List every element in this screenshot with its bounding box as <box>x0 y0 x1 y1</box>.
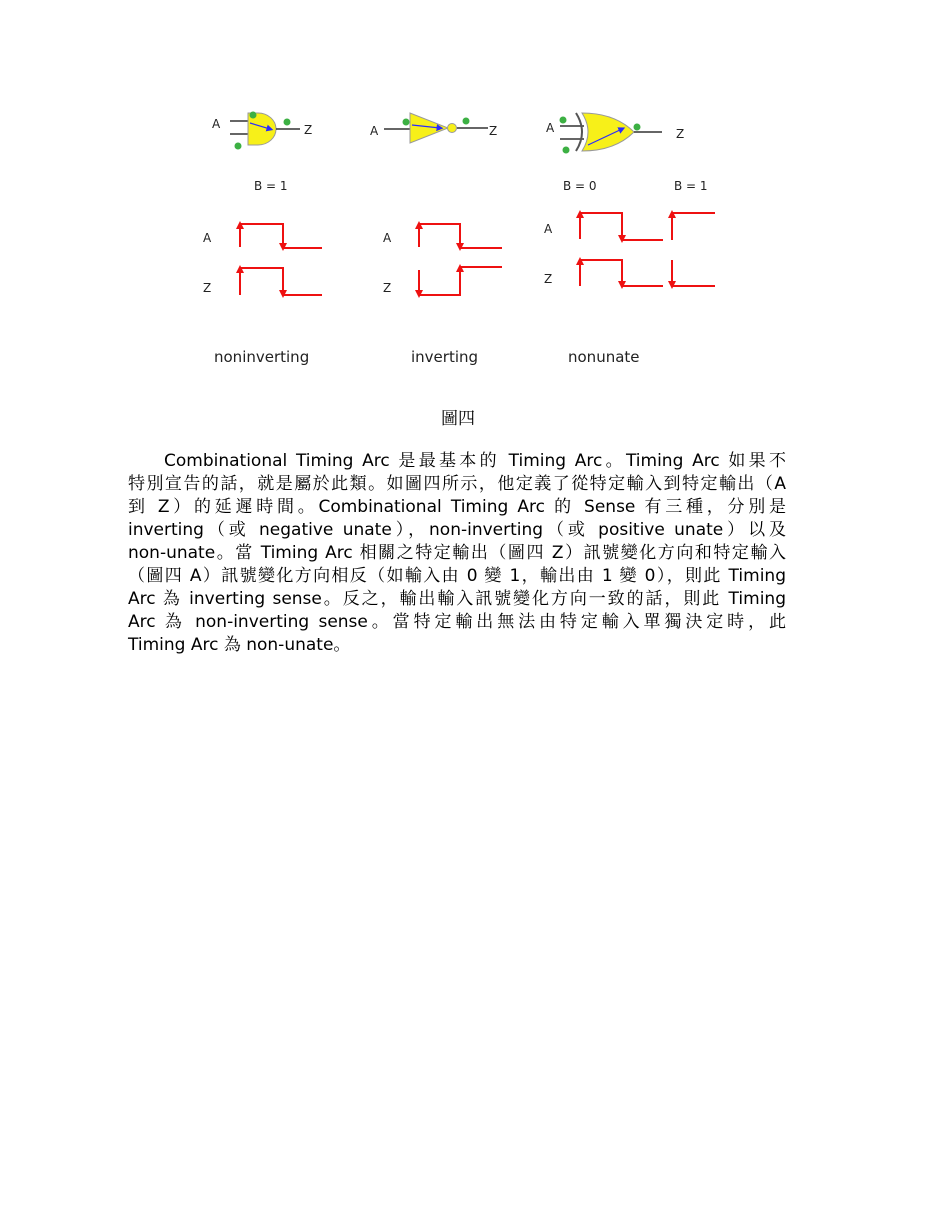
and-gate-group <box>212 112 312 194</box>
figure-svg <box>190 95 750 380</box>
xor-gate-group <box>546 113 708 193</box>
and-gate-input-label: A <box>212 117 221 131</box>
not-bubble-icon <box>448 124 457 133</box>
nonunate-z-label: Z <box>544 272 553 286</box>
caption-inverting: inverting <box>411 348 479 366</box>
xor-node-b-icon <box>563 147 570 154</box>
xor-gate-output-label: Z <box>676 127 685 141</box>
xor-gate-icon <box>582 113 634 151</box>
nonunate-waveforms <box>580 213 715 286</box>
and-node-b-icon <box>235 143 242 150</box>
and-gate-output-label: Z <box>304 123 313 137</box>
xor-back-curve <box>576 113 582 151</box>
and-gate-condition: B = 1 <box>254 179 288 193</box>
nonunate-a-label: A <box>544 222 553 236</box>
paragraph-line: inverting（或 negative unate），non-inverting（或 positive unate）以及 <box>128 520 786 540</box>
xor-gate-input-label: A <box>546 121 555 135</box>
inv-a-label: A <box>383 231 392 245</box>
nonunate-a-wave-2 <box>672 213 715 240</box>
and-node-a-icon <box>250 112 257 119</box>
xor-node-a-icon <box>560 117 567 124</box>
nonunate-z-wave-2 <box>672 260 715 286</box>
inverting-waveforms <box>419 224 502 295</box>
paragraph-line: Arc 為 non-inverting sense。當特定輸出無法由特定輸入單獨決定時，此 <box>128 612 786 632</box>
noninverting-waveforms <box>240 224 322 295</box>
not-gate-input-label: A <box>370 124 379 138</box>
paragraph-line: Timing Arc 為 non-unate。 <box>128 635 351 655</box>
xor-condition-right: B = 1 <box>674 179 708 193</box>
body-paragraph <box>128 450 786 657</box>
xor-condition-left: B = 0 <box>563 179 597 193</box>
paragraph-line: 到 Z）的延遲時間。Combinational Timing Arc 的 Sense 有三種，分別是 <box>128 497 786 517</box>
not-node-z-icon <box>463 118 470 125</box>
paragraph-line: Combinational Timing Arc 是最基本的 Timing Arc。Timing Arc 如果不 <box>164 451 786 471</box>
not-gate-group <box>370 113 497 143</box>
caption-noninverting: noninverting <box>214 348 310 366</box>
not-gate-output-label: Z <box>489 124 498 138</box>
paragraph-line: （圖四 A）訊號變化方向相反（如輸入由 0 變 1，輸出由 1 變 0），則此 Timing <box>128 566 786 586</box>
caption-nonunate: nonunate <box>568 348 640 366</box>
figure-caption: 圖四 <box>441 409 475 429</box>
not-node-a-icon <box>403 119 410 126</box>
noninv-a-label: A <box>203 231 212 245</box>
noninv-a-wave <box>240 224 322 248</box>
paragraph-line: non-unate。當 Timing Arc 相關之特定輸出（圖四 Z）訊號變化方向和特定輸入 <box>128 543 786 563</box>
paragraph-line: 特別宣告的話，就是屬於此類。如圖四所示，他定義了從特定輸入到特定輸出（A <box>128 474 786 494</box>
paragraph-line: Arc 為 inverting sense。反之，輸出輸入訊號變化方向一致的話，則此 Timing <box>128 589 786 609</box>
inv-z-label: Z <box>383 281 392 295</box>
not-gate-icon <box>410 113 448 143</box>
noninv-z-wave <box>240 268 322 295</box>
and-node-z-icon <box>284 119 291 126</box>
noninv-z-label: Z <box>203 281 212 295</box>
timing-arc-figure <box>190 95 750 380</box>
xor-node-z-icon <box>634 124 641 131</box>
